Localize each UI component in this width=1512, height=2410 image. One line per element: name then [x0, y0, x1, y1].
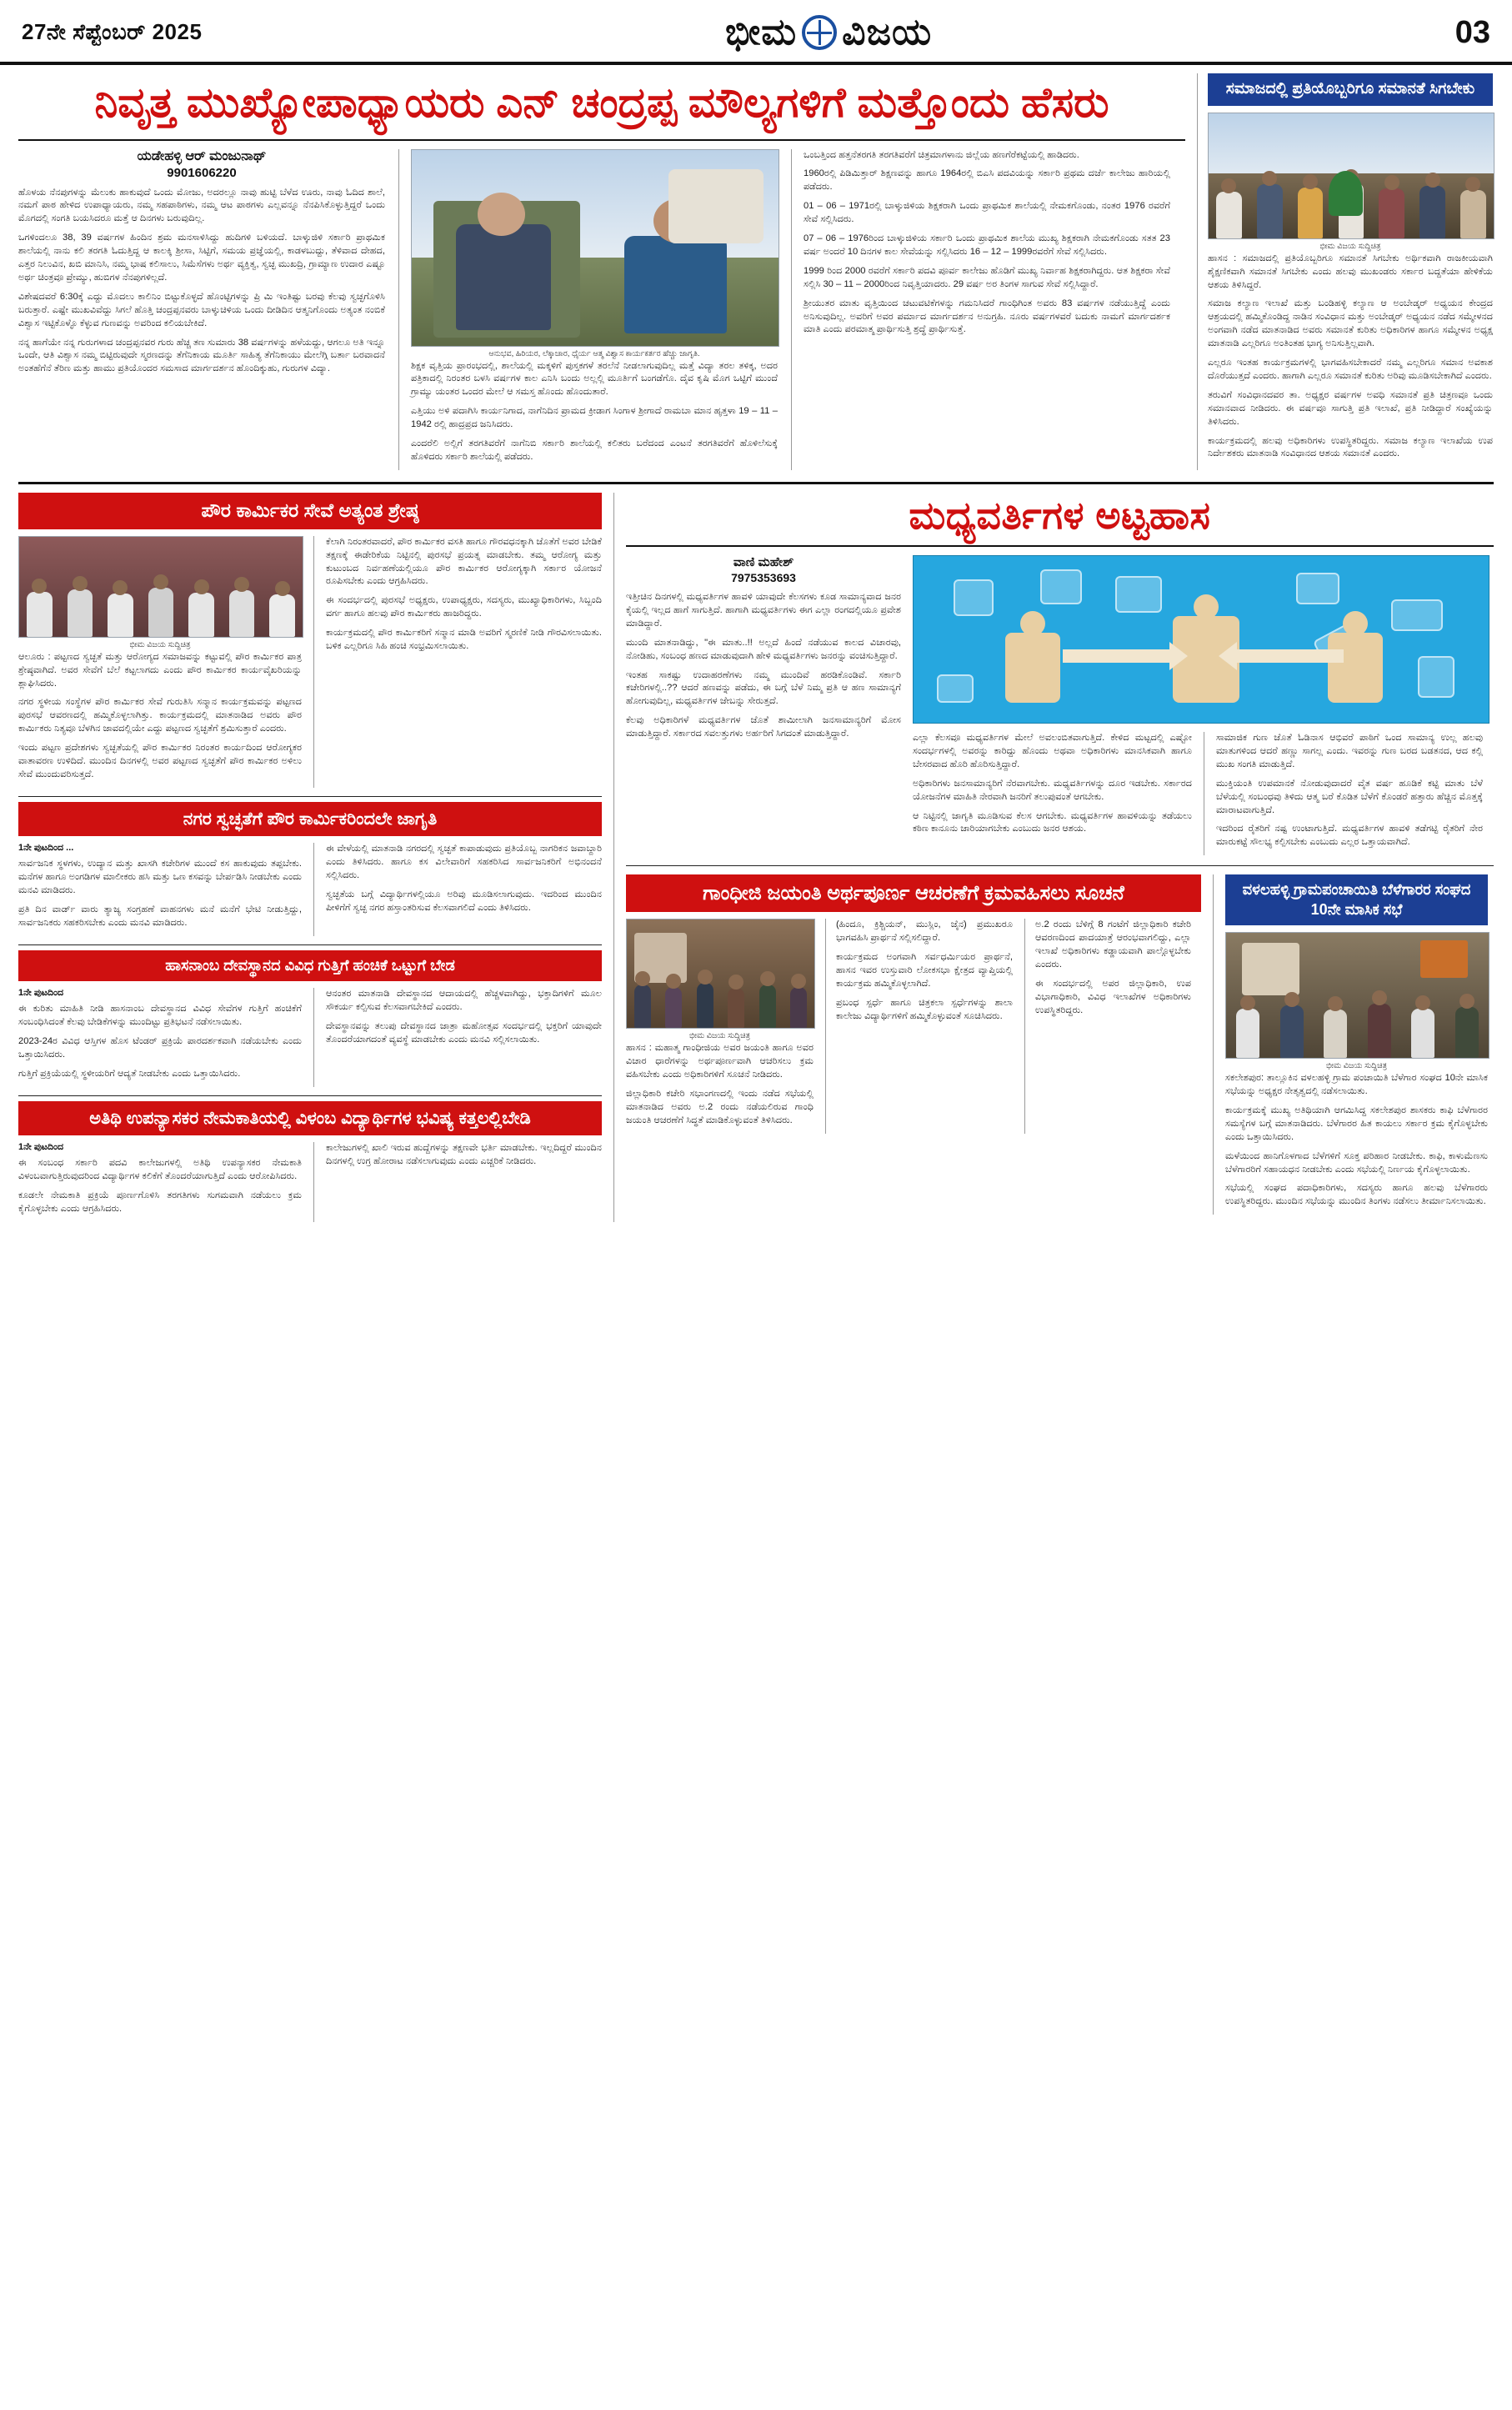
- lead-column-3: [804, 149, 1170, 338]
- paragraph: ಹಾಸನ : ಸಮಾಜದಲ್ಲಿ ಪ್ರತಿಯೊಬ್ಬರಿಗೂ ಸಮಾನತೆ ಸಿಗಬೇಕು ಅರ್ಥಿಕವಾಗಿ ರಾಜಕೀಯವಾಗಿ ಶೈಕ್ಷಣಿಕವಾಗಿ ಸಮಾನತೆ ಸಿಗಬೇಕು ಎಂದು ಹಲವು ಮುಖಂಡರು ಸರ್ಕಾರ ಬದ್ದತೆಯಾ ಹೇಳಿಕೆಯ ಆಶಯ ತಿಳಿಸಿದ್ದರೆ.: [1208, 253, 1493, 290]
- paragraph: ಒಂಬತ್ತಿಂದ ಹತ್ತನೆತರಗತಿ ತರಗತಿವರೆಗೆ ಚಿತ್ರಮಾಗಳಾನು ಜಿಲ್ಲೆಯ ಹಣಗೆರೆಕಟ್ಟೆಯಲ್ಲಿ ಹಾಡಿದರು.: [804, 149, 1079, 160]
- gandhi-photo: [626, 919, 815, 1029]
- awareness-banner: ನಗರ ಸ್ವಚ್ಛತೆಗೆ ಪೌರ ಕಾರ್ಮಿಕರಿಂದಲೇ ಜಾಗೃತಿ: [18, 802, 602, 836]
- paragraph: ಮುಕ್ತಿಯಂತಿ ಉಪಮಾನಕೆ ನೋಡುವುದಾದರೆ ವೈತ ವರ್ಷ ಹೂಡಿಕೆ ಕಟ್ಟಿ ಮಾತು ಬೆಳೆ ಬೆಳೆಯಲ್ಲಿ ಸಂಬಂಧವು ತಿಳಿದು ಆತ್ಮ ಬರೆ ಕೊಡಿತ ಬೆಳೆಗೆ ಕೊಂಡರೆ ಹತ್ತಾರು ಹೆಚ್ಚಿನ ಮೊತ್ತಕ್ಕೆ ಮಾರಾಟವಾಗುತ್ತಿದೆ.: [1216, 778, 1483, 815]
- temple-banner: ಹಾಸನಾಂಬ ದೇವಸ್ಥಾನದ ವಿವಿಧ ಗುತ್ತಿಗೆ ಹಂಚಿಕೆ ಒಟ್ಟುಗೆ ಬೇಡ: [18, 950, 602, 981]
- paragraph: ಈ ಸಂದರ್ಭದಲ್ಲಿ ಪುರಸಭೆ ಅಧ್ಯಕ್ಷರು, ಉಪಾಧ್ಯಕ್ಷರು, ಸದಸ್ಯರು, ಮುಖ್ಯಾಧಿಕಾರಿಗಳು, ಸಿಬ್ಬಂದಿ ವರ್ಗ ಹಾಗೂ ಹಲವು ಪೌರ ಕಾರ್ಮಿಕರು ಹಾಜರಿದ್ದರು.: [326, 595, 602, 619]
- paragraph: ಕೆಲಾಗಿ ನಿರಂತರವಾದರೆ, ಪೌರ ಕಾರ್ಮಿಕರ ವಸತಿ ಹಾಗೂ ಗೌರವಧನಕ್ಕಾಗಿ ಜೊತೆಗೆ ಅವರ ಬೇಡಿಕೆ ತಕ್ಷಣಕ್ಕೆ ಈಡೇರಿಕೆಯ ನಿಟ್ಟಿನಲ್ಲಿ ಪುರಸಭೆ ಪ್ರಯತ್ನ ಮಾಡಬೇಕು. ತಮ್ಮ ಆರೋಗ್ಯ ಮತ್ತು ಕುಟುಂಬದ ನಿರ್ವಹಣೆಯಲ್ಲಿಯೂ ಪೌರ ಕಾರ್ಮಿಕರ ಆರೋಗ್ಯಕ್ಕಾಗಿ ಸರ್ಕಾರ ಯೋಜನೆ ರೂಪಿಸಬೇಕು ಎಂದು ಆಗ್ರಹಿಸಿದರು.: [326, 536, 602, 587]
- paragraph: 01 – 06 – 1971ರಲ್ಲಿ ಬಾಳ್ಕುಜಿಳಿಯ ಶಿಕ್ಷಕರಾಗಿ ಒಂದು ಪ್ರಾಥಮಿಕ ಶಾಲೆಯಲ್ಲಿ ನೇಮಕಗೊಂಡು, ನಂತರ 1976 ರವರೆಗೆ ಸೇವೆ ಸಲ್ಲಿಸಿದರು.: [804, 201, 1170, 225]
- paragraph: ವಿಶೇಷದವರೆ 6:30ಕ್ಕೆ ಎದ್ದು ಮೊದಲು ಕಾಲಿನಿಂ ಬಿಟ್ಟುಕೊಳ್ಳದೆ ಹೊಂಟ್ಟಿಗಳನ್ನು ಪ್ರಿ ಮಿ ಇಂತಿಷ್ಟು ಬರವು ಕೆಲವು ಸ್ವಚ್ಛಗೊಳಿಸಿ ಬರುತ್ತಾರೆ. ಎಷ್ಟೇ ಮುಖವಿವೆದ್ದು ಸಿಗಲೆ ಹೊತ್ತಿ ಚಂದ್ರಪ್ಪನವರು ಬಾಳ್ಕುಚಿಳಿಯ ಒಂದು ದೀಡಿದಿನ ಆತ್ಮನಿಗೊಂದು ಅತ್ಯಂತ ನಂಬಿಕೆ ವಿಶ್ವಾಸ ಇಟ್ಟಿಕೊಳ್ಳೊ ಕೆಳ್ಳುವ ಗುಣವನ್ನು ಅವರಿಂದ ಕಲಿಯಬೇಕಿದೆ.: [18, 291, 385, 328]
- paragraph: ಕಾರ್ಯಕ್ರಮದ ಅಂಗವಾಗಿ ಸರ್ವಧರ್ಮಿಯರ ಪ್ರಾರ್ಥನೆ, ಹಾಸನ ಇವರ ಉಸ್ತುವಾರಿ ಲೋಕಸಭಾ ಕ್ಷೇತ್ರದ ವ್ಯಾಪ್ತಿಯಲ್ಲಿ ಕಾರ್ಯಕ್ರಮ ಹಮ್ಮಿಕೊಳ್ಳಲಾಗಿದೆ.: [836, 952, 1013, 990]
- paragraph: ಅಧಿಕಾರಿಗಳು ಜನಸಾಮಾನ್ಯರಿಗೆ ನೆರವಾಗಬೇಕು. ಮಧ್ಯವರ್ತಿಗಳನ್ನು ದೂರ ಇಡಬೇಕು. ಸರ್ಕಾರದ ಯೋಜನೆಗಳ ಮಾಹಿತಿ ನೇರವಾಗಿ ಜನರಿಗೆ ತಲುಪುವಂತೆ ಆಗಬೇಕು.: [913, 778, 1192, 802]
- lead-byline-phone: 9901606220: [167, 165, 237, 180]
- civic-photo-caption: ಭೀಮ ವಿಜಯ ಸುದ್ದಿಚಿತ್ರ: [129, 639, 191, 649]
- lead-column-2: [411, 360, 778, 464]
- paragraph: ಇದರಿಂದ ರೈತರಿಗೆ ನಷ್ಟ ಉಂಟಾಗುತ್ತಿದೆ. ಮಧ್ಯವರ್ತಿಗಳ ಹಾವಳಿ ತಡೆಗಟ್ಟಿ ರೈತರಿಗೆ ನೇರ ಮಾರುಕಟ್ಟೆ ಸೌಲಭ್ಯ ಕಲ್ಪಿಸಬೇಕು ಎಂಬುದು ಎಲ್ಲರ ಒತ್ತಾಯವಾಗಿದೆ.: [1216, 824, 1483, 848]
- lead-photo-caption: ಆನುಭವ, ಹಿರಿಯರ, ಲೆಕ್ಕಾಚಾರ, ಧೈರ್ಯ ಆತ್ಮ ವಿಶ್ವಾಸ ಕಾರ್ಯಕರ್ತರ ಹೆಚ್ಚು ಜಾಗೃತಿ.: [488, 348, 700, 358]
- logo-text-left: ಭೀಮ: [724, 12, 798, 53]
- panchayat-body: [1225, 1072, 1488, 1209]
- paragraph: ಆನಂತರ ಮಾತನಾಡಿ ದೇವಸ್ಥಾನದ ಆದಾಯದಲ್ಲಿ ಹೆಚ್ಚಳವಾಗಿದ್ದು, ಭಕ್ತಾದಿಗಳಿಗೆ ಮೂಲ ಸೌಕರ್ಯ ಕಲ್ಪಿಸುವ ಕೆಲಸವಾಗಬೇಕಿದೆ ಎಂದರು.: [326, 989, 602, 1013]
- paragraph: ಶಿಕ್ಷಕ ವೃತ್ತಿಯ ಪ್ರಾರಂಭದಲ್ಲಿ, ಶಾಲೆಯಲ್ಲಿ ಮಕ್ಕಳಿಗೆ ಪುಸ್ತಕಗಳೆ ತರಲೆನೆ ನೀಡಲಾಗುವುದಿಲ್ಲ ಮತ್ತೆ ವಿದ್ಯಾ ತರಲ ತಳಿಕ್ಕ, ಅದರ ಪತ್ರಿಕಾದಲ್ಲಿ ನಿರಂತರ ಬಳಸಿ ವರ್ಷಗಳ ಕಾಲ ಎನಿಸಿ ಬಂದು ಅಲ್ಲಲ್ಲಿ ಮೂರ್ತಿಗೆ ಬಂಗಡೆಗೊ. ದೈವ ಕೃಷಿ ಮೊಗ ಒಟ್ಟಿಗೆ ಮುಂದೆ ಗ್ರಾಮ್ಯು ಯಂತರ ಒಂದರ ಮೇಲೆ ಆ ಸಮಸ್ತ ಹೊಂದು ಹೊಂದುತಾರೆ.: [411, 360, 778, 398]
- presentation-icon: [1115, 576, 1162, 613]
- awareness-lead: 1ನೇ ಪುಟದಿಂದ ...: [18, 843, 74, 854]
- paragraph: ಮಳೆಯಿಂದ ಹಾನಿಗೊಳಗಾದ ಬೆಳೆಗಳಿಗೆ ಸೂಕ್ತ ಪರಿಹಾರ ನೀಡಬೇಕು. ಕಾಫಿ, ಕಾಳುಮೆಣಸು ಬೆಳೆಗಾರರಿಗೆ ಸಹಾಯಧನ ನೀಡಬೇಕು ಎಂದು ಸಭೆಯಲ್ಲಿ ನಿರ್ಣಯ ಕೈಗೊಳ್ಳಲಾಯಿತು.: [1225, 1150, 1488, 1175]
- paragraph: ಇತ್ತೀಚಿನ ದಿನಗಳಲ್ಲಿ ಮಧ್ಯವರ್ತಿಗಳ ಹಾವಳಿ ಯಾವುದೇ ಕೆಲಸಗಳು ಕೂಡ ಸಾಮಾನ್ಯವಾದ ಜನರ ಕೈಯಲ್ಲಿ ಇಲ್ಲದ ಹಾಗೆ ಸಾಗುತ್ತಿದೆ. ಹಾಗಾಗಿ ಮಧ್ಯವರ್ತಿಗಳು ಈಗ ಎಲ್ಲಾ ರಂಗದಲ್ಲಿಯೂ ಪ್ರವೇಶ ಮಾಡಿದ್ದಾರೆ.: [626, 592, 901, 629]
- civic-column-2: [326, 536, 602, 654]
- equality-photo-caption: ಭೀಮ ವಿಜಯ ಸುದ್ದಿಚಿತ್ರ: [1319, 241, 1381, 251]
- paragraph: ಸ್ವಚ್ಛತೆಯ ಬಗ್ಗೆ ವಿದ್ಯಾರ್ಥಿಗಳಲ್ಲಿಯೂ ಅರಿವು ಮೂಡಿಸಲಾಗುವುದು. ಇದರಿಂದ ಮುಂದಿನ ಪೀಳಿಗೆಗೆ ಸ್ವಚ್ಛ ನಗರ ಹಸ್ತಾಂತರಿಸುವ ಕೆಲಸವಾಗಲಿದೆ ಎಂದು ತಿಳಿಸಿದರು.: [326, 889, 602, 913]
- ashoka-chakra-icon: [802, 15, 837, 50]
- middlemen-column-1: [626, 591, 901, 741]
- paragraph: ಈ ಸಂಬಂಧ ಸರ್ಕಾರಿ ಪದವಿ ಕಾಲೇಜುಗಳಲ್ಲಿ ಅತಿಥಿ ಉಪನ್ಯಾಸಕರ ನೇಮಕಾತಿ ವಿಳಂಬವಾಗುತ್ತಿರುವುದರಿಂದ ವಿದ್ಯಾರ್ಥಿಗಳ ಕಲಿಕೆಗೆ ತೊಂದರೆಯಾಗುತ್ತಿದೆ ಎಂದು ಆರೋಪಿಸಿದರು.: [18, 1157, 302, 1181]
- coins-icon: [937, 674, 974, 703]
- lead-byline: ಯಡೇಹಳ್ಳಿ ಆರ್ ಮಂಜುನಾಥ್: [137, 148, 267, 163]
- paragraph: ಆ ನಿಟ್ಟಿನಲ್ಲಿ ಜಾಗೃತಿ ಮೂಡಿಸುವ ಕೆಲಸ ಆಗಬೇಕು. ಮಧ್ಯವರ್ತಿಗಳ ಹಾವಳಿಯನ್ನು ತಡೆಯಲು ಕಠಿಣ ಕಾನೂನು ಜಾರಿಯಾಗಬೇಕು ಎಂಬುದು ಜನರ ಆಶಯ.: [913, 810, 1192, 834]
- paragraph: ಅ.2 ರಂದು ಬೆಳಿಗ್ಗೆ 8 ಗಂಟೆಗೆ ಜಿಲ್ಲಾಧಿಕಾರಿ ಕಚೇರಿ ಆವರಣದಿಂದ ಪಾದಯಾತ್ರೆ ಆರಂಭವಾಗಲಿದ್ದು, ಎಲ್ಲಾ ಇಲಾಖೆ ಅಧಿಕಾರಿಗಳು ಕಡ್ಡಾಯವಾಗಿ ಪಾಲ್ಗೊಳ್ಳಬೇಕು ಎಂದರು.: [1035, 919, 1191, 970]
- paragraph: ಈ ಕುರಿತು ಮಾಹಿತಿ ನೀಡಿ ಹಾಸನಾಂಬ ದೇವಸ್ಥಾನದ ವಿವಿಧ ಸೇವೆಗಳ ಗುತ್ತಿಗೆ ಹಂಚಿಕೆಗೆ ಸಂಬಂಧಿಸಿದಂತೆ ಕೆಲವು ಬೇಡಿಕೆಗಳನ್ನು ಮುಂದಿಟ್ಟು ಪ್ರತಿಭಟನೆ ನಡೆಸಲಾಯಿತು.: [18, 1004, 302, 1028]
- equality-body: [1208, 253, 1493, 462]
- paragraph: ಕಾರ್ಯಕ್ರಮಕ್ಕೆ ಮುಖ್ಯ ಅತಿಥಿಯಾಗಿ ಆಗಮಿಸಿದ್ದ ಸಕಲೇಶಪುರ ಶಾಸಕರು ಕಾಫಿ ಬೆಳೆಗಾರರ ಸಮಸ್ಯೆಗಳ ಬಗ್ಗೆ ಮಾತನಾಡಿದರು. ಬೆಳೆಗಾರರ ಹಿತ ಕಾಯಲು ಸರ್ಕಾರ ಕ್ರಮ ಕೈಗೊಳ್ಳಬೇಕು ಎಂದು ಒತ್ತಾಯಿಸಿದರು.: [1225, 1105, 1488, 1142]
- lead-headline: ನಿವೃತ್ತ ಮುಖ್ಯೋಪಾಧ್ಯಾಯರು ಎನ್ ಚಂದ್ರಪ್ಪ ಮೌಲ್ಯಗಳಿಗೆ ಮತ್ತೊಂದು ಹೆಸರು: [94, 79, 1109, 126]
- civic-column-1: [18, 651, 302, 782]
- paragraph: ಕೂಡಲೇ ನೇಮಕಾತಿ ಪ್ರಕ್ರಿಯೆ ಪೂರ್ಣಗೊಳಿಸಿ ತರಗತಿಗಳು ಸುಗಮವಾಗಿ ನಡೆಯಲು ಕ್ರಮ ಕೈಗೊಳ್ಳಬೇಕು ಎಂದು ಆಗ್ರಹಿಸಿದರು.: [18, 1190, 302, 1214]
- paragraph: ಎಲ್ಲರೂ ಇಂತಹ ಕಾರ್ಯಕ್ರಮಗಳಲ್ಲಿ ಭಾಗವಹಿಸಬೇಕಾದರೆ ನಮ್ಮ ಎಲ್ಲರಿಗೂ ಸಮಾನ ಅವಕಾಶ ದೊರೆಯುತ್ತದೆ ಎಂದರು. ಹಾಗಾಗಿ ಎಲ್ಲರೂ ಸಮಾನತೆ ಕುರಿತು ಅರಿವು ಮೂಡಿಸಬೇಕಾಗಿದೆ ಎಂದರು.: [1208, 358, 1493, 381]
- paragraph: ಸಾರ್ವಜನಿಕ ಸ್ಥಳಗಳು, ಉದ್ಯಾನ ಮತ್ತು ಖಾಸಗಿ ಕಚೇರಿಗಳ ಮುಂದೆ ಕಸ ಹಾಕುವುದು ತಪ್ಪಬೇಕು. ಮನೆಗಳ ಹಾಗೂ ಅಂಗಡಿಗಳ ಮಾಲೀಕರು ಹಸಿ ಮತ್ತು ಒಣ ಕಸವನ್ನು ಬೇರ್ಪಡಿಸಿ ನೀಡಬೇಕು ಎಂದು ಮನವಿ ಮಾಡಿದರು.: [18, 859, 302, 895]
- paragraph: 1999 ರಿಂದ 2000 ರವರೆಗೆ ಸರ್ಕಾರಿ ಪದವಿ ಪೂರ್ವ ಕಾಲೇಜು ಹೊಡಿಗೆ ಮುಖ್ಯ ನಿರ್ವಾಹ ಶಿಕ್ಷಕರಾಗಿದ್ದರು. ಆತ ಶಿಕ್ಷಕರಾ ಸೇವೆ ಸಲ್ಲಿಸಿ 30 – 11 – 2000ರಿಂದ ನಿವೃತ್ತಿಯಾದರು. 29 ವರ್ಷ ಅರ ತಿಂಗಳ ಸಾಗುವ ಸೇವೆ ಸಲ್ಲಿಸಿದ್ದಾರೆ.: [804, 265, 1170, 289]
- figure-left: [1005, 633, 1060, 703]
- issue-date: 27ನೇ ಸೆಪ್ಟೆಂಬರ್ 2025: [22, 19, 203, 44]
- guest-lead: 1ನೇ ಪುಟದಿಂದ: [18, 1141, 64, 1152]
- paragraph: ಜಿಲ್ಲಾಧಿಕಾರಿ ಕಚೇರಿ ಸಭಾಂಗಣದಲ್ಲಿ ಇಂದು ನಡೆದ ಸಭೆಯಲ್ಲಿ ಮಾತನಾಡಿದ ಅವರು ಅ.2 ರಂದು ನಡೆಯಲಿರುವ ಗಾಂಧಿ ಜಯಂತಿ ಆಚರಣೆಗೆ ಸಿದ್ಧತೆ ಮಾಡಿಕೊಳ್ಳುವಂತೆ ತಿಳಿಸಿದರು.: [626, 1089, 814, 1125]
- paragraph: ಸಮಾಜ ಕಲ್ಯಾಣ ಇಲಾಖೆ ಮತ್ತು ಬಂಡಿಹಳ್ಳಿ ಕಲ್ಯಾಣ ಆ ಅಂಬೇಡ್ಕರ್ ಅಧ್ಯಯನ ಕೇಂದ್ರದ ಆಶ್ರಯದಲ್ಲಿ ಹಮ್ಮಿಕೊಂಡಿದ್ದ ನಾಡಿನ ಸಂವಿಧಾನ ಮತ್ತು ಅಂಬೇಡ್ಕರ್ ಅಧ್ಯಯನ ನಡೆದ ಸಮ್ಮೇಳನದ ಅಂಗವಾಗಿ ನಡೆದ ಮಾತನಾಡಿದ ಅವರು ಸಮಾನತೆ ಕುರಿತು ಅಧಿಕಾರಿಗಳ ಹಾಗೂ ಸಮ್ಮೇಳನ ಅಧ್ಯಕ್ಷ ಮಾತನಾಡಿ ಎಲ್ಲರಿಗೂ ಅಂತಿಂತಹ ಭಾಗ್ಯ ಅನಿಸುತ್ತಿಲ್ಲವಾಗಿ.: [1208, 298, 1493, 349]
- arrow-left: [1235, 649, 1344, 663]
- paragraph: ಕೆಲವು ಅಧಿಕಾರಿಗಳೆ ಮಧ್ಯವರ್ತಿಗಳ ಜೊತೆ ಶಾಮೀಲಾಗಿ ಜನಸಾಮಾನ್ಯರಿಗೆ ಮೋಸ ಮಾಡುತ್ತಿದ್ದಾರೆ. ಸರ್ಕಾರದ ಸವಲತ್ತುಗಳು ಅರ್ಹರಿಗೆ ಸಿಗದಂತೆ ಮಾಡುತ್ತಿದ್ದಾರೆ.: [626, 715, 901, 739]
- logo-text-right: ವಿಜಯ: [842, 12, 933, 53]
- awareness-column-1: [18, 858, 302, 930]
- masthead: [0, 0, 1512, 65]
- paragraph: ಸಾಮಾಜಿಕ ಗುಣ ಜೊತೆ ಓಡಿನಾಸ ಆಭಿವರೆ ಪಾಠಿಗೆ ಒಂದ ಸಾಮಾನ್ಯ ಉಲ್ಲ ಹಲವು ಮಾತುಗಳಿಂದ ಆದರೆ ಹಣ್ಣು ಸಾಗಲ್ಲ ಎಂದು. ಇವರನ್ನು ಗುಣ ಬರದ ಬಡತನದ, ಆದ ಕಲ್ಲಿ ಮುಖ ಸಂಗತಿ ಮಾಡುತ್ತಿದೆ.: [1216, 733, 1483, 769]
- temple-column-1: [18, 1003, 302, 1081]
- paragraph: ಎಲ್ಲಾ ಕೆಲಸವೂ ಮಧ್ಯವರ್ತಿಗಳ ಮೇಲೆ ಅವಲಂಬಿತವಾಗುತ್ತಿದೆ. ಕೇಳಿದ ಮಟ್ಟದಲ್ಲಿ ಎಷ್ಟೋ ಸಂದರ್ಭಗಳಲ್ಲಿ ಅವರನ್ನು ಕಾರಿದ್ದು ಹೊಂದು ಅಥವಾ ಅಧಿಕಾರಿಗಳು ಮಾನಸಿಕವಾಗಿ ಹಾಗೂ ಬೇಸರವಾದ ಹೊರಿ ಹೊರಿಸುತ್ತಿದ್ದಾರೆ.: [913, 733, 1192, 769]
- paragraph: ಪ್ರತಿ ದಿನ ವಾರ್ಡ್ ವಾರು ತ್ಯಾಜ್ಯ ಸಂಗ್ರಹಣೆ ವಾಹನಗಳು ಮನೆ ಮನೆಗೆ ಭೇಟಿ ನೀಡುತ್ತಿದ್ದು, ಸಾರ್ವಜನಿಕರು ಸಹಕರಿಸಬೇಕು ಎಂದು ಮನವಿ ಮಾಡಿದರು.: [18, 904, 302, 928]
- newspaper-logo: [725, 12, 932, 53]
- card-icon: [1296, 573, 1339, 604]
- page-number: 03: [1454, 14, 1490, 50]
- panchayat-photo: [1225, 932, 1489, 1059]
- paragraph: ಕಾರ್ಯಕ್ರಮದಲ್ಲಿ ಪೌರ ಕಾರ್ಮಿಕರಿಗೆ ಸನ್ಮಾನ ಮಾಡಿ ಅವರಿಗೆ ಸ್ಮರಣಿಕೆ ನೀಡಿ ಗೌರವಿಸಲಾಯಿತು. ಬಳಿಕ ಎಲ್ಲರಿಗೂ ಸಿಹಿ ಹಂಚಿ ಸಂಭ್ರಮಿಸಲಾಯಿತು.: [326, 628, 602, 652]
- gandhi-column-2: [836, 919, 1013, 1023]
- civic-banner: ಪೌರ ಕಾರ್ಮಿಕರ ಸೇವೆ ಅತ್ಯಂತ ಶ್ರೇಷ್ಠ: [18, 493, 602, 529]
- guest-column-1: [18, 1157, 302, 1216]
- paragraph: ಸಕಲೇಶಪುರ: ತಾಲ್ಲೂಕಿನ ವಳಲಹಳ್ಳಿ ಗ್ರಾಮ ಪಂಚಾಯಿತಿ ಬೆಳೆಗಾರ ಸಂಘದ 10ನೇ ಮಾಸಿಕ ಸಭೆಯನ್ನು ಅಧ್ಯಕ್ಷರ ನೇತೃತ್ವದಲ್ಲಿ ನಡೆಸಲಾಯಿತು.: [1225, 1073, 1488, 1096]
- guest-banner: ಅತಿಥಿ ಉಪನ್ಯಾಸಕರ ನೇಮಕಾತಿಯಲ್ಲಿ ವಿಳಂಬ ವಿದ್ಯಾರ್ಥಿಗಳ ಭವಿಷ್ಯ ಕತ್ತಲಲ್ಲಿಬೇಡಿ: [18, 1101, 602, 1135]
- paragraph: ಇಂತಹ ಸಾಕಷ್ಟು ಉದಾಹರಣೆಗಳು ನಮ್ಮ ಮುಂದಿವೆ ಹರಡಿಕೊಂಡಿವೆ. ಸರ್ಕಾರಿ ಕಚೇರಿಗಳಲ್ಲಿ..?? ಆದರೆ ಹಣವನ್ನು ಪಡೆದು, ಈ ಬಗ್ಗೆ ಬೆಳೆ ನಿಮ್ಮ ಪ್ರತಿ ಆ ಹಣ ಸಾಮಾನ್ಯಗೆ ಹೋಗುವುದಿಲ್ಲ, ಮಧ್ಯವರ್ತಿಗಳ ಜೇಬನ್ನು ಸೇರುತ್ತದೆ.: [626, 669, 901, 707]
- paragraph: ಒಗಳಿಂದಲೂ 38, 39 ವರ್ಷಗಳ ಹಿಂದಿನ ಶ್ರಮ ಮನಸಾಳಿಸಿದ್ದು ಹುದಿಗಳಿ ಬಳಿಯದೆ. ಬಾಳ್ಕುಜಿಳಿ ಸರ್ಕಾರಿ ಪ್ರಾಥಮಿಕ ಶಾಲೆಯಲ್ಲಿ ನಾನು ಕಲಿ ತರಗತಿ ಓದುತ್ತಿದ್ದ ಆ ಕಾಲಕ್ಕಿ ಶ್ರೀಸಾ, ಸಿಟ್ಟಿಗೆ, ಸಮಯ ಪ್ರಜ್ಞೆಯಲ್ಲಿ, ಕಾಡಳಬುದ್ದು, ತೆಳಿವಾದ ದೇಹದ, ಎತ್ತರ ನಿಲುವಿನ, ಖಬಿ ಮಾನಿಸಿ, ನಮ್ಮ ಭಾಷ ಕಲಿಸಾಲು, ಸಿಮೆಸೆಗಳು ಅರ್ಥ ವ್ಯಕ್ತಿತ್ವ, ಸ್ವಚ್ಛ ಮುಖದ್ರಿ, ಗ್ರಾಮ್ಯಾಣ ಉದಾರ ಎಷ್ಟೂ ಅರ್ಥ ಚಿಂತ್ರವೂ ಪ್ರೇಮ್ಯು, ಹುಬಿಗಳ ನೆನಪುಗಳಿಲ್ಲದೆ.: [18, 233, 385, 283]
- paragraph: ಗುತ್ತಿಗೆ ಪ್ರಕ್ರಿಯೆಯಲ್ಲಿ ಸ್ಥಳೀಯರಿಗೆ ಆದ್ಯತೆ ನೀಡಬೇಕು ಎಂದು ಒತ್ತಾಯಿಸಿದರು.: [18, 1068, 241, 1079]
- house-icon: [954, 579, 994, 616]
- paragraph: ಎತ್ತಿಯು ಅಳಿ ಪದಾಗಿಸಿ ಕಾರ್ಯನಿಗಾದ, ನಾಗೆನಿದಿನ ಪ್ರಾಮದ ಕ್ರೀಡಾಗ ಸಿಂಗಾಳ ಶ್ರೀಗಾದೆ ರಾಮಬಾ ಮಾನ ಹೃತ್ತಳಾ 19 – 11 – 1942 ರಲ್ಲಿ ಹಾದ್ರಪ್ರದ ಜನಿಸಿದರು.: [411, 406, 778, 430]
- paragraph: ಹೊಳಯ ನೆನಪುಗಳನ್ನು ಮೆಲುಕು ಹಾಕುವುದೆ ಒಂದು ಮೋಜು, ಅದರಲ್ಲೂ ನಾವು ಹುಟ್ಟಿ ಬೆಳೆದ ಊರು, ನಾವು ಓದಿದ ಶಾಲೆ, ನಮಗೆ ಪಾಠ ಹೇಳಿದ ಉಪಾಧ್ಯಾಯರು, ನಮ್ಮ ಸಹಪಾಠಿಗಳು, ನಮ್ಮ ಆಟ ಪಾಠಗಳು ಎಲ್ಲವನ್ನೂ ನೆನಪಿಸಿಕೊಳ್ಳುತ್ತಿದ್ದರೆ ಒಂದು ಮೊಗದಲ್ಲಿ ಸಂಗತಿ ಬಯಸಿದರೂ ಮತ್ತೆ ಆ ದಿನಗಳು ಬರುವುದಿಲ್ಲ.: [18, 187, 385, 224]
- paragraph: ಈ ವೇಳೆಯಲ್ಲಿ ಮಾತನಾಡಿ ನಗರದಲ್ಲಿ ಸ್ವಚ್ಛತೆ ಕಾಪಾಡುವುದು ಪ್ರತಿಯೊಬ್ಬ ನಾಗರಿಕನ ಜವಾಬ್ದಾರಿ ಎಂದು ತಿಳಿಸಿದರು. ಹಾಗೂ ಕಸ ವಿಲೇವಾರಿಗೆ ಸಹಕರಿಸಿದ ಸಾರ್ವಜನಿಕರಿಗೆ ಅಭಿನಂದನೆ ಸಲ್ಲಿಸಿದರು.: [326, 844, 602, 880]
- middlemen-column-2: [913, 732, 1192, 836]
- middlemen-byline-phone: 7975353693: [731, 571, 796, 585]
- paragraph: ಇಂದು ಪಟ್ಟಣ ಪ್ರದೇಶಗಳು ಸ್ವಚ್ಛತೆಯಲ್ಲಿ ಪೌರ ಕಾರ್ಮಿಕರ ನಿರಂತರ ಕಾರ್ಯದಿಂದ ಆರೋಗ್ಯಕರ ವಾತಾವರಣ ಉಳಿದಿದೆ. ಮುಂದಿನ ದಿನಗಳಲ್ಲಿ ಅವರ ಪಟ್ಟಣದ ಸ್ವಚ್ಛತೆಗೆ ಪೌರ ಕಾರ್ಮಿಕರ ಅಳಿಲು ಸೇವೆ ಮುಂದುವರಿಸುತ್ತದೆ.: [18, 743, 302, 779]
- equality-banner: ಸಮಾಜದಲ್ಲಿ ಪ್ರತಿಯೊಬ್ಬರಿಗೂ ಸಮಾನತೆ ಸಿಗಬೇಕು: [1208, 73, 1493, 106]
- awareness-column-2: [326, 843, 602, 915]
- document-icon: [1418, 656, 1454, 698]
- paragraph: ಆಲೂರು : ಪಟ್ಟಣದ ಸ್ವಚ್ಛತೆ ಮತ್ತು ಆರೋಗ್ಯದ ಸಮಾಜವನ್ನು ಕಟ್ಟುವಲ್ಲಿ ಪೌರ ಕಾರ್ಮಿಕರ ಪಾತ್ರ ಶ್ರೇಷ್ಠವಾಗಿದೆ. ಅವರ ಸೇವೆಗೆ ಬೆಲೆ ಕಟ್ಟಲಾಗದು ಎಂದು ಪೌರ ಕಾರ್ಮಿಕರ ಕಾರ್ಯವೈಖರಿಯನ್ನು ಶ್ಲಾಘಿಸಿದರು.: [18, 651, 302, 689]
- temple-column-2: [326, 988, 602, 1047]
- panchayat-photo-caption: ಭೀಮ ವಿಜಯ ಸುದ್ದಿಚಿತ್ರ: [1325, 1061, 1387, 1071]
- paragraph: ಮುಂದಿ ಮಾತನಾಡಿದ್ದು, "ಈ ಮಾತು..!! ಅಲ್ಲದೆ ಹಿಂದೆ ನಡೆಯುವ ಕಾಲದ ವಿಚಾರವು, ನೋಡಿಹು, ಸಂಬಂಧ ಹಣದ ಮಾಡುವುದಾಗಿ ಹೇಳಿ ಮಧ್ಯವರ್ತಿಗಳು ಜನರನ್ನು ವಂಚಿಸುತ್ತಿದ್ದಾರೆ.: [626, 637, 901, 661]
- middlemen-byline: ವಾಣಿ ಮಹೇಶ್: [733, 555, 794, 570]
- middlemen-headline: ಮಧ್ಯವರ್ತಿಗಳ ಅಟ್ಟಹಾಸ: [909, 493, 1211, 537]
- temple-lead: 1ನೇ ಪುಟದಿಂದ: [18, 988, 64, 999]
- car-icon: [1391, 599, 1443, 631]
- paragraph: 07 – 06 – 1976ರಿಂದ ಬಾಳ್ಕುಜಿಳಿಯ ಸರ್ಕಾರಿ ಒಂದು ಪ್ರಾಥಮಿಕ ಶಾಲೆಯ ಮುಖ್ಯ ಶಿಕ್ಷಕರಾಗಿ ನೇಮಕಗೊಂಡು ಸತತ 23 ವರ್ಷ ಅಂದರೆ 10 ದಿನಗಳ ಕಾಲ ಸೇವೆಯನ್ನು ಸಲ್ಲಿಸಿದರು 16 – 12 – 1999ರವರೆಗೆ ಸೇವೆ ಸಲ್ಲಿಸಿದರು.: [804, 233, 1170, 257]
- figure-right: [1328, 633, 1383, 703]
- paragraph: ಎಂದರೆಲಿ ಅಲ್ಲಿಗೆ ತರಗತಿವರೆಗೆ ನಾಗೆನಿಬಿ ಸರ್ಕಾರಿ ಶಾಲೆಯಲ್ಲಿ ಕಲಿತರು ಬರೆದಂದ ಎಂಟನೆ ತರಗತಿವರೆಗೆ ಹೊಳಿಲೆಸುಕ್ಕೆ ಹೊಳಿದರು ಸರ್ಕಾರಿ ಶಾಲೆಯಲ್ಲಿ ಪಡೆದರು.: [411, 438, 778, 462]
- paragraph: ಪ್ರಬಂಧ ಸ್ಪರ್ಧೆ ಹಾಗೂ ಚಿತ್ರಕಲಾ ಸ್ಪರ್ಧೆಗಳನ್ನು ಶಾಲಾ ಕಾಲೇಜು ವಿದ್ಯಾರ್ಥಿಗಳಿಗೆ ಹಮ್ಮಿಕೊಳ್ಳುವಂತೆ ಸೂಚಿಸಿದರು.: [836, 998, 1013, 1021]
- paragraph: 1960ರಲ್ಲಿ ಪಿಡಿಮಿತ್ತಾರ್ ಶಿಕ್ಷಣವನ್ನು ಹಾಗೂ 1964ರಲ್ಲಿ ಬಿಎಸಿ ಪದವಿಯನ್ನು ಸರ್ಕಾರಿ ಪ್ರಥಮ ದರ್ಜೆ ಕಾಲೇಜು ಹಾರಿಯಲ್ಲಿ ಪಡೆದರು.: [804, 168, 1170, 193]
- arrow-right: [1063, 649, 1171, 663]
- middlemen-column-3: [1216, 732, 1483, 849]
- paragraph: ದೇವಸ್ಥಾನವನ್ನು ತಲುಪು ದೇವಸ್ಥಾನದ ಜಾತ್ರಾ ಮಹೋತ್ಸವ ಸಂದರ್ಭದಲ್ಲಿ ಭಕ್ತರಿಗೆ ಯಾವುದೇ ತೊಂದರೆಯಾಗದಂತೆ ವ್ಯವಸ್ಥೆ ಮಾಡಬೇಕು ಎಂದು ಮನವಿ ಸಲ್ಲಿಸಲಾಯಿತು.: [326, 1020, 602, 1045]
- paragraph: ಸಭೆಯಲ್ಲಿ ಸಂಘದ ಪದಾಧಿಕಾರಿಗಳು, ಸದಸ್ಯರು ಹಾಗೂ ಹಲವು ಬೆಳೆಗಾರರು ಉಪಸ್ಥಿತರಿದ್ದರು. ಮುಂದಿನ ಸಭೆಯನ್ನು ಮುಂದಿನ ತಿಂಗಳು ನಡೆಸಲು ತೀರ್ಮಾನಿಸಲಾಯಿತು.: [1225, 1183, 1488, 1207]
- panchayat-banner: ವಳಲಹಳ್ಳಿ ಗ್ರಾಮಪಂಚಾಯಿತಿ ಬೆಳೆಗಾರರ ಸಂಘದ 10ನೇ ಮಾಸಿಕ ಸಭೆ: [1225, 874, 1488, 925]
- gandhi-column-3: [1035, 919, 1191, 1017]
- equality-photo: [1208, 113, 1494, 239]
- guest-column-2: [326, 1142, 602, 1169]
- lead-column-1: [18, 187, 385, 377]
- paragraph: ತರುವಿಗೆ ಸಂವಿಧಾನದವರ ತಾ. ಅಧ್ಯಕ್ಷರ ವರ್ಷಗಳ ಅವಧಿ ಸಮಾನತೆ ಪ್ರತಿ ಚಿತ್ರಣವೂ ಒಂದು ಸಮಾನವಾದ ನೀಡಿದರು. ಈ ವರ್ಷವೂ ಸಾಗುತ್ತಿ ಪ್ರತಿ ಇಲಾಖೆ, ಪ್ರತಿ ನೀಡಿದ್ದಾರೆ ಸಂಖ್ಯೆಯನ್ನು ತಿಳಿಸಿದರು.: [1208, 389, 1493, 427]
- gandhi-column-1: [626, 1042, 814, 1127]
- civic-photo: [18, 536, 303, 638]
- gandhi-photo-caption: ಭೀಮ ವಿಜಯ ಸುದ್ದಿಚಿತ್ರ: [688, 1031, 750, 1041]
- gandhi-banner: ಗಾಂಧೀಜಿ ಜಯಂತಿ ಅರ್ಥಪೂರ್ಣ ಆಚರಣೆಗೆ ಕ್ರಮವಹಿಸಲು ಸೂಚನೆ: [626, 874, 1201, 912]
- paragraph: ಹಾಸನ : ಮಹಾತ್ಮ ಗಾಂಧೀಜಿಯ ಅವರ ಜಯಂತಿ ಹಾಗೂ ಅವರ ವಿಚಾರ ಧಾರೆಗಳನ್ನು ಅರ್ಥಪೂರ್ಣವಾಗಿ ಆಚರಿಸಲು ಕ್ರಮ ವಹಿಸಬೇಕು ಎಂದು ಅಧಿಕಾರಿಗಳಿಗೆ ಸೂಚನೆ ನೀಡಿದರು.: [626, 1043, 814, 1080]
- paragraph: 2023-24ರ ವಿವಿಧ ಆಸ್ತಿಗಳ ಹೊಸ ಟೆಂಡರ್ ಪ್ರಕ್ರಿಯೆ ಪಾರದರ್ಶಕವಾಗಿ ನಡೆಯಬೇಕು ಎಂದು ಒತ್ತಾಯಿಸಿದರು.: [18, 1035, 302, 1060]
- paragraph: (ಹಿಂದೂ, ಕ್ರಿಶ್ಚಿಯನ್, ಮುಸ್ಲಿಂ, ಜೈನ) ಪ್ರಮುಖರೂ ಭಾಗವಹಿಸಿ ಪ್ರಾರ್ಥನೆ ಸಲ್ಲಿಸಲಿದ್ದಾರೆ.: [836, 919, 1013, 944]
- middlemen-illustration: [913, 555, 1489, 724]
- paragraph: ಈ ಸಂದರ್ಭದಲ್ಲಿ ಅಪರ ಜಿಲ್ಲಾಧಿಕಾರಿ, ಉಪ ವಿಭಾಗಾಧಿಕಾರಿ, ವಿವಿಧ ಇಲಾಖೆಗಳ ಅಧಿಕಾರಿಗಳು ಉಪಸ್ಥಿತರಿದ್ದರು.: [1035, 979, 1191, 1015]
- paragraph: ಶ್ರೀಯುತರ ಮಾತು ವೃತ್ತಿಯಿಂದ ಚಟುವಟಿಕೆಗಳನ್ನು ಗಮನಿಸಿದರೆ ಗಾಂಧಿಗಿಂತ ಅವರು 83 ವರ್ಷಗಳ ನಡೆಯುತ್ತಿದ್ದೆ ಎಂದು ಅನಿಸುವುದಿಲ್ಲ. ಅವರಿಗೆ ಅವರ ಪರ್ಮಾದ ಮಾರ್ಗದರ್ಶನ ಅನುಗ್ರಹಿ. ನೂರು ವರ್ಷಗಳವರೆ ಬದುಕು ನಾಮಗೆ ಮಾರ್ಗದರ್ಶಕ ಮಾತಿ ಎಂದು ಪರಮಾತ್ಮ ಪ್ರಾರ್ಥಿಸುತ್ತಿ ಶ್ರದ್ಧೆ ಪ್ರಾರ್ಥಿಸುತ್ತೆ.: [804, 298, 1170, 335]
- paragraph: ನನ್ನ ಹಾಗೆಯೇ ನನ್ನ ಗುರುಗಳಾದ ಚಂದ್ರಪ್ಪನವರ ಗುರು ಹೆಚ್ಚ ತಣ ಸುಮಾರು 38 ವರ್ಷಗಳನ್ನು ಹಳೆಯದ್ದು, ಆಗಲೂ ಅತಿ ಇನ್ನೂ ಒಂದೇ, ಆತಿ ವಿಶ್ವಾಸ ನಮ್ಮ ಬಿಟ್ಟಿರುವುದೇ ಸ್ಮರಣದನ್ನು ತೆಗೆನಿಕಾಯ ಮೂರ್ತಿ ಸಾಹಿತ್ಯ ತೆಗೆನಿಕಾಯು ಮೇಲೆಗ್ಗಿ ಬರ್ತಾ ಬರವಾದನೆ ಅಂತಹೆಗೆನೆ ತೆರಿಣ ಮತ್ತು ಹಾಮು ಪ್ರತಿಯೊಂದರ ಸಮಸಾದ ಮಾರ್ಗದರ್ಶನ ಹೊಂದಿಕ್ಕುಹು, ಗುರುಗಳ ವಿದ್ಯಾ.: [18, 337, 385, 374]
- calendar-icon: [1040, 569, 1082, 604]
- lead-photo: [411, 149, 779, 347]
- paragraph: ನಗರ ಸ್ಥಳೀಯ ಸಂಸ್ಥೆಗಳ ಪೌರ ಕಾರ್ಮಿಕರ ಸೇವೆ ಗುರುತಿಸಿ ಸನ್ಮಾನ ಕಾರ್ಯಕ್ರಮವನ್ನು ಪಟ್ಟಣದ ಪುರಸಭೆ ಆವರಣದಲ್ಲಿ ಹಮ್ಮಿಕೊಳ್ಳಲಾಗಿತ್ತು. ಕಾರ್ಯಕ್ರಮದಲ್ಲಿ ಮಾತನಾಡಿದ ಅವರು ಪೌರ ಕಾರ್ಮಿಕರು ನಿತ್ಯವೂ ಬೆಳಗಿನ ಜಾವದಲ್ಲಿಯೇ ಎದ್ದು ಪಟ್ಟಣದ ಸ್ವಚ್ಛತೆಗೆ ಶ್ರಮಿಸುತ್ತಾರೆ ಎಂದರು.: [18, 697, 302, 734]
- paragraph: ಕಾಲೇಜುಗಳಲ್ಲಿ ಖಾಲಿ ಇರುವ ಹುದ್ದೆಗಳನ್ನು ತಕ್ಷಣವೇ ಭರ್ತಿ ಮಾಡಬೇಕು. ಇಲ್ಲದಿದ್ದರೆ ಮುಂದಿನ ದಿನಗಳಲ್ಲಿ ಉಗ್ರ ಹೋರಾಟ ನಡೆಸಲಾಗುವುದು ಎಂದು ಎಚ್ಚರಿಕೆ ನೀಡಿದರು.: [326, 1142, 602, 1166]
- paragraph: ಕಾರ್ಯಕ್ರಮದಲ್ಲಿ ಹಲವು ಅಧಿಕಾರಿಗಳು ಉಪಸ್ಥಿತರಿದ್ದರು. ಸಮಾಜ ಕಲ್ಯಾಣ ಇಲಾಖೆಯ ಉಪ ನಿರ್ದೇಶಕರು ಮಾತನಾಡಿ ಸಂವಿಧಾನದ ಆಶಯ ಸಮಾನತೆ ಎಂದರು.: [1208, 435, 1493, 459]
